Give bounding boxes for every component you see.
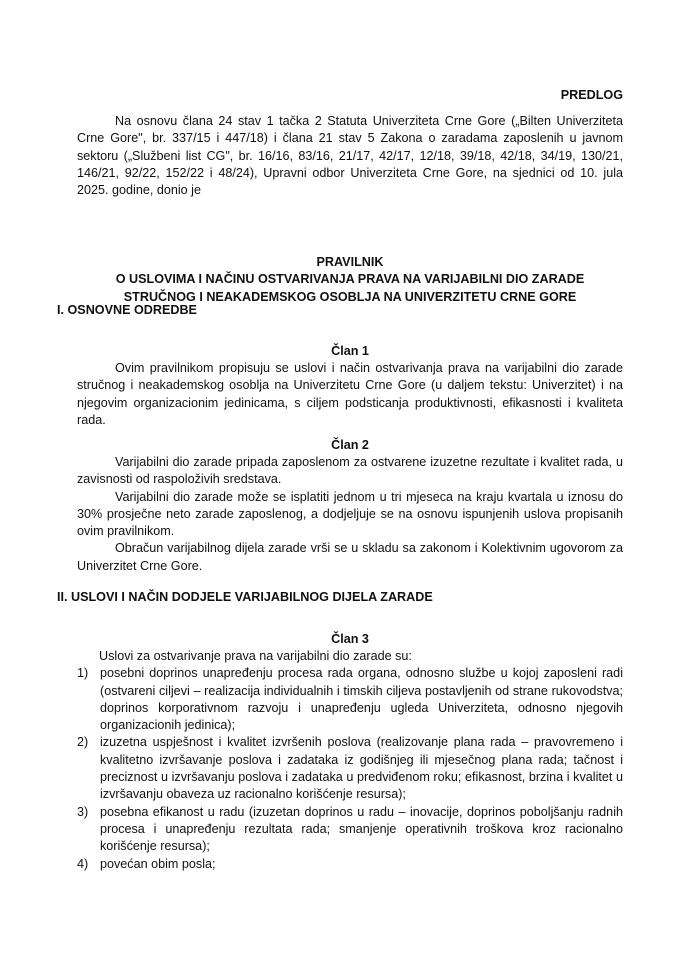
clan-2-paragraph-1: Varijabilni dio zarade pripada zaposlenom za ostvarene izuzetne rezultate i kvalitet rada, u zavisnosti od raspoloživih sredstava.: [77, 455, 623, 487]
list-number: 1): [77, 666, 89, 681]
title-line-1: PRAVILNIK: [316, 255, 384, 269]
list-number: 2): [77, 735, 89, 750]
clan-3-body: [77, 648, 623, 873]
list-text: povećan obim posla;: [100, 856, 216, 871]
list-item: [77, 856, 623, 873]
preamble: Na osnovu člana 24 stav 1 tačka 2 Statuta Univerziteta Crne Gore („Bilten Univerziteta Crne Gore", br. 337/15 i 447/18) i člana 21 stav 5 Zakona o zaradama zaposlenih u javnom sektoru („Službeni list CG", br. 16/16, 83/16, 21/17, 42/17, 12/18, 39/18, 42/18, 34/19, 130/21, 146/21, 92/22, 152/22 i 48/24), Upravni odbor Univerziteta Crne Gore, na sjednici od 10. jula 2025. godine, donio je: [77, 114, 623, 198]
list-item: [77, 804, 623, 856]
clan-2-body: [77, 454, 623, 575]
list-text: izuzetna uspješnost i kvalitet izvršenih poslova (realizovanje plana rada – pravovremeno i kvalitetno izvršavanje poslova i zadataka iz godišnjeg ili mjesečnog plana rada; tačnost i preciznost u izvršavanju poslova i zadataka u predviđenom roku; efikasnost, brzina i kvalitet u izvršavanju obaveza uz racionalno korišćenje resursa);: [100, 735, 623, 802]
list-text: posebni doprinos unapređenju procesa rada organa, odnosno službe u kojoj zaposleni radi (ostvareni ciljevi – realizacija individualnih i timskih ciljeva postavljenih od strane rukovodstva; doprinos korporativnom razvoju i unapređenju ugleda Univerziteta, odnosno njegovih organizacionih jedinica);: [100, 666, 623, 733]
section-1-heading: I. OSNOVNE ODREDBE: [57, 303, 197, 317]
list-number: 4): [77, 856, 89, 871]
clan-3-heading: Član 3: [331, 632, 369, 646]
document-title: [77, 254, 623, 306]
clan-2-paragraph-2: Varijabilni dio zarade može se isplatiti jednom u tri mjeseca na kraju kvartala u iznosu do 30% prosječne neto zarade zaposlenog, a dodjeljuje se na osnovu ispunjenih uslova propisanih ovim pravilnikom.: [77, 489, 623, 539]
list-number: 3): [77, 804, 89, 819]
section-2-heading: II. USLOVI I NAČIN DODJELE VARIJABILNOG DIJELA ZARADE: [57, 590, 433, 604]
title-line-2: O USLOVIMA I NAČINU OSTVARIVANJA PRAVA NA VARIJABILNI DIO ZARADE: [115, 272, 585, 287]
clan-2-heading: Član 2: [331, 438, 369, 452]
clan-2-paragraph-3: Obračun varijabilnog dijela zarade vrši se u skladu sa zakonom i Kolektivnim ugovorom za Univerzitet Crne Gore.: [77, 541, 623, 573]
list-item: [77, 734, 623, 803]
clan-1-paragraph: Ovim pravilnikom propisuju se uslovi i način ostvarivanja prava na varijabilni dio zarade stručnog i neakademskog osoblja na Univerzitetu Crne Gore (u daljem tekstu: Univerzitet) i na njegovim organizacionim jedinicama, s ciljem podsticanja produktivnosti, efikasnosti i kvaliteta rada.: [77, 361, 623, 427]
clan-1-heading: Član 1: [331, 344, 369, 358]
list-text: posebna efikanost u radu (izuzetan doprinos u radu – inovacije, doprinos poboljšanju radnih procesa i unapređenju rezultata rada; smanjenje operativnih troškova kroz racionalno korišćenje resursa);: [100, 804, 623, 854]
predlog-label: PREDLOG: [560, 88, 623, 102]
list-item: [77, 665, 623, 734]
conditions-list: [77, 665, 623, 873]
clan-3-intro: Uslovi za ostvarivanje prava na varijabilni dio zarade su:: [99, 649, 412, 663]
title-line-3: STRUČNOG I NEAKADEMSKOG OSOBLJA NA UNIVERZITETU CRNE GORE: [123, 289, 577, 304]
